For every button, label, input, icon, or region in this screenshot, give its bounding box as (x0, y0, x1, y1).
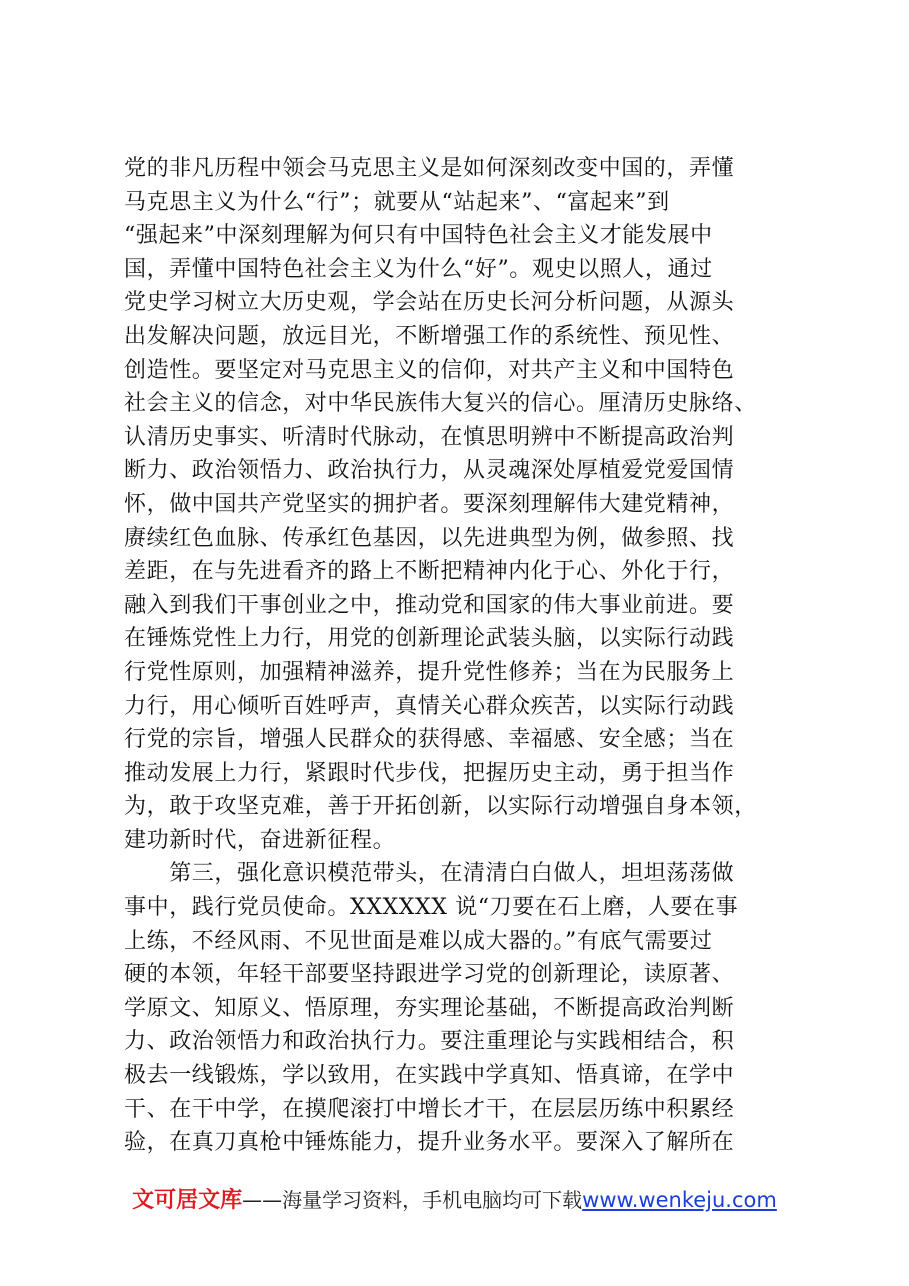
text-line: 第三，强化意识模范带头，在清清白白做人，坦坦荡荡做 (124, 861, 735, 887)
text-line: 硬的本领，年轻干部要坚持跟进学习党的创新理论，读原著、 (124, 962, 735, 988)
text-line: 为，敢于攻坚克难，善于开拓创新，以实际行动增强自身本领， (124, 794, 757, 820)
text-line: 验，在真刀真枪中锤炼能力，提升业务水平。要深入了解所在 (124, 1130, 735, 1156)
text-line: 马克思主义为什么“行”；就要从“站起来”、“富起来”到 (124, 189, 670, 215)
text-line: 行党的宗旨，增强人民群众的获得感、幸福感、安全感；当在 (124, 727, 735, 753)
text-line: 赓续红色血脉、传承红色基因，以先进典型为例，做参照、找 (124, 525, 735, 551)
footer-url-link[interactable]: www.wenkeju.com (582, 1188, 777, 1212)
text-line: 国，弄懂中国特色社会主义为什么“好”。观史以照人，通过 (124, 256, 713, 282)
footer-tagline: ——海量学习资料，手机电脑均可下载 (242, 1188, 583, 1212)
text-line: 党的非凡历程中领会马克思主义是如何深刻改变中国的，弄懂 (124, 156, 735, 181)
text-line: 推动发展上力行，紧跟时代步伐，把握历史主动，勇于担当作 (124, 760, 735, 786)
text-line: 行党性原则，加强精神滋养，提升党性修养；当在为民服务上 (124, 659, 735, 685)
text-line: 干、在干中学，在摸爬滚打中增长才干，在层层历练中积累经 (124, 1096, 735, 1122)
text-line: 力行，用心倾听百姓呼声，真情关心群众疾苦，以实际行动践 (124, 693, 735, 719)
text-line: 极去一线锻炼，学以致用，在实践中学真知、悟真谛，在学中 (124, 1063, 735, 1089)
text-line: 建功新时代，奋进新征程。 (124, 827, 396, 853)
text-line: 差距，在与先进看齐的路上不断把精神内化于心、外化于行， (124, 559, 735, 585)
text-line: 力、政治领悟力和政治执行力。要注重理论与实践相结合，积 (124, 1029, 735, 1055)
text-line: 出发解决问题，放远目光，不断增强工作的系统性、预见性、 (124, 323, 735, 349)
footer-brand: 文可居文库 (132, 1188, 243, 1213)
text-line: 在锤炼党性上力行，用党的创新理论武装头脑，以实际行动践 (124, 626, 735, 652)
text-line: 断力、政治领悟力、政治执行力，从灵魂深处厚植爱党爱国情 (124, 458, 735, 484)
text-line: 党史学习树立大历史观，学会站在历史长河分析问题，从源头 (124, 290, 735, 316)
text-line: 事中，践行党员使命。XXXXXX 说“刀要在石上磨，人要在事 (124, 895, 739, 921)
text-line: “强起来”中深刻理解为何只有中国特色社会主义才能发展中 (124, 223, 713, 249)
document-body (124, 152, 796, 1160)
text-line: 学原文、知原义、悟原理，夯实理论基础，不断提高政治判断 (124, 995, 735, 1021)
footer-banner (0, 1183, 909, 1214)
text-line: 社会主义的信念，对中华民族伟大复兴的信心。厘清历史脉络、 (124, 391, 757, 417)
text-line: 认清历史事实、听清时代脉动，在慎思明辨中不断提高政治判 (124, 424, 735, 450)
text-line: 怀，做中国共产党坚实的拥护者。要深刻理解伟大建党精神， (124, 491, 735, 517)
text-line: 创造性。要坚定对马克思主义的信仰，对共产主义和中国特色 (124, 357, 735, 383)
text-line: 上练，不经风雨、不见世面是难以成大器的。”有底气需要过 (124, 928, 713, 954)
text-line: 融入到我们干事创业之中，推动党和国家的伟大事业前进。要 (124, 592, 735, 618)
